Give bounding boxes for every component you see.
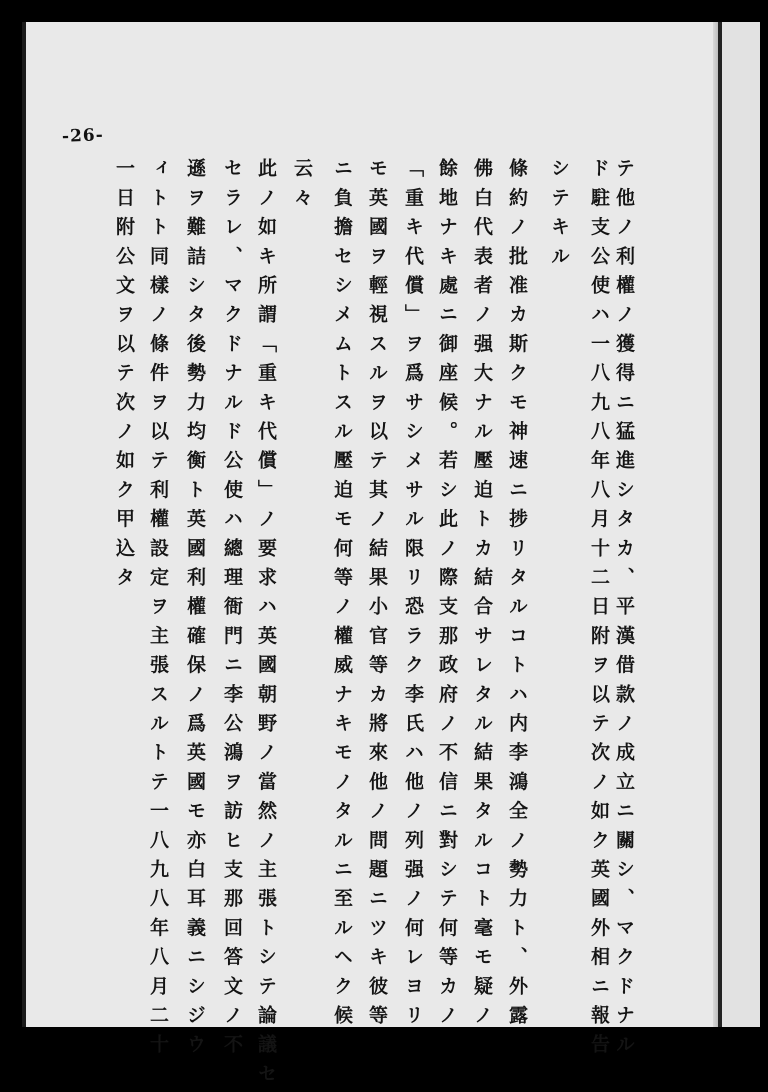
text-column: 云々 xyxy=(291,158,313,217)
text-column: シテキル xyxy=(548,158,570,275)
page-number: -26- xyxy=(61,125,105,147)
scan-border-right xyxy=(760,0,768,1045)
text-column: ィトト同樣ノ條件ヲ以テ利權設定ヲ主張スルトテ一八九八年八月二十 xyxy=(147,158,169,1064)
scan-border-top xyxy=(0,0,768,22)
text-column: 一日附公文ヲ以テ次ノ如ク甲込タ xyxy=(113,158,135,596)
text-column: 「重キ代償」ヲ爲サシメサル限リ恐ラク李氏ハ他ノ列强ノ何レヨリ xyxy=(402,158,424,1034)
next-page-edge xyxy=(722,22,760,1027)
page-left-edge xyxy=(22,22,26,1027)
text-column: ニ負擔セシメムトスル壓迫モ何等ノ權威ナキモノタルニ至ルヘク候 xyxy=(331,158,353,1034)
text-column: 條約ノ批准カ斯クモ神速ニ捗リタルコトハ内李鴻全ノ勢力ト、外露 xyxy=(506,158,528,1034)
text-column: 此ノ如キ所謂「重キ代償」ノ要求ハ英國朝野ノ當然ノ主張トシテ論議セ xyxy=(255,158,277,1092)
text-column: 餘地ナキ處ニ御座候。若シ此ノ際支那政府ノ不信ニ對シテ何等カノ xyxy=(436,158,458,1035)
text-column: テ他ノ利權ノ獲得ニ猛進シタカ、平漢借款ノ成立ニ關シ、マクドナル xyxy=(613,158,635,1064)
text-column: 佛白代表者ノ强大ナル壓迫トカ結合サレタル結果タルコト毫モ疑ノ xyxy=(471,158,493,1034)
text-column: モ英國ヲ輕視スルヲ以テ其ノ結果小官等カ將來他ノ問題ニツキ彼等 xyxy=(366,158,388,1034)
text-column: セラレ、マクドナルド公使ハ總理衙門ニ李公鴻ヲ訪ヒ支那回答文ノ不 xyxy=(221,158,243,1064)
text-column: ド駐支公使ハ一八九八年八月十二日附ヲ以テ次ノ如ク英國外相ニ報告 xyxy=(588,158,610,1064)
text-column: 遜ヲ難詰シタ後勢力均衡ト英國利權確保ノ爲英國モ亦白耳義ニシジウ xyxy=(184,158,206,1064)
